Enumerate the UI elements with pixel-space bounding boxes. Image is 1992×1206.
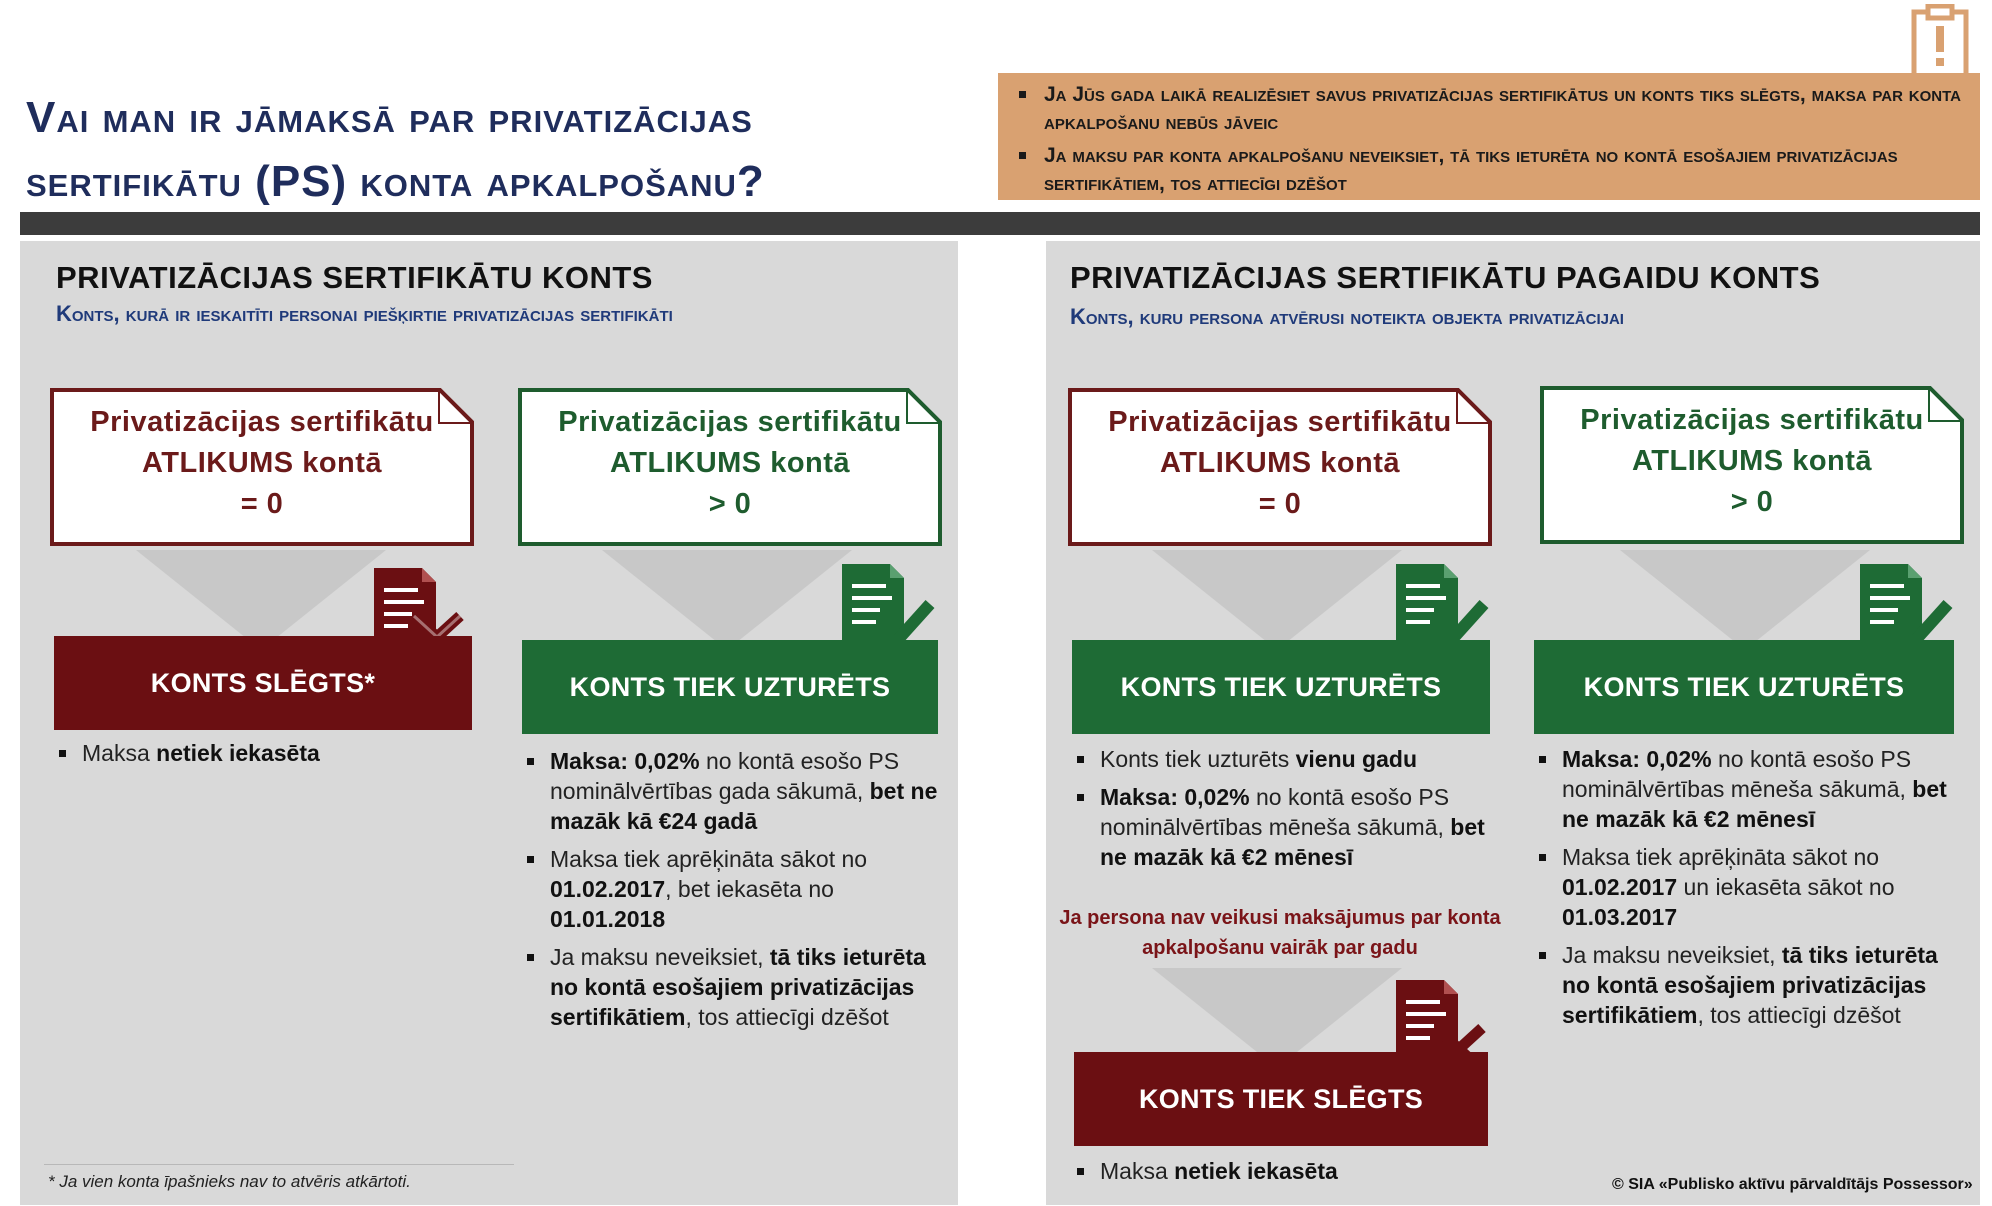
box-label: Privatizācijas sertifikātu xyxy=(558,406,902,438)
box-label: Privatizācijas sertifikātu xyxy=(1108,406,1452,438)
box-label: ATLIKUMS kontā xyxy=(141,447,383,479)
header-divider xyxy=(20,212,1980,235)
bold-text: netiek iekasēta xyxy=(1174,1158,1338,1184)
info-note-box xyxy=(998,73,1980,200)
list-item xyxy=(1072,782,1492,872)
copyright: © SIA «Publisko aktīvu pārvaldītājs Possessor» xyxy=(1612,1176,1973,1193)
panel-subtitle-ps-account: Konts, kurā ir ieskaitīti personai piešķirtie privatizācijas sertifikāti xyxy=(56,301,673,326)
box-value: > 0 xyxy=(1730,486,1774,518)
box-label: ATLIKUMS kontā xyxy=(609,447,851,479)
footnote-rule xyxy=(44,1164,514,1165)
text: un iekasēta sākot no xyxy=(1677,874,1895,900)
bold-text: vienu gadu xyxy=(1295,746,1417,772)
panel-title-ps-temp-account: PRIVATIZĀCIJAS SERTIFIKĀTU PAGAIDU KONTS xyxy=(1070,260,1821,295)
bold-text: bet ne mazāk kā €2 mēnesī xyxy=(1562,776,1947,832)
fee-list-col3 xyxy=(1072,744,1492,880)
text: no kontā esošo PS nominālvērtības gada sākumā, xyxy=(550,748,900,804)
balance-positive-box xyxy=(518,388,942,546)
bold-text: Maksa: 0,02% xyxy=(550,748,700,774)
status-account-maintained xyxy=(1534,640,1954,734)
page-title xyxy=(26,86,1006,214)
box-label: Privatizācijas sertifikātu xyxy=(1580,404,1924,436)
list-item xyxy=(522,844,952,934)
list-item xyxy=(54,738,454,768)
footnote: * Ja vien konta īpašnieks nav to atvēris atkārtoti. xyxy=(48,1172,411,1191)
bold-text: 01.02.2017 xyxy=(550,876,666,902)
status-account-maintained xyxy=(1072,640,1490,734)
fee-list-col2 xyxy=(522,746,952,1040)
folded-corner xyxy=(1456,388,1492,424)
box-value: = 0 xyxy=(240,488,284,520)
list-item xyxy=(1534,744,1954,834)
down-arrow xyxy=(1620,550,1870,650)
page-title-line2: sertifikātu (PS) konta apkalpošanu? xyxy=(26,157,765,206)
info-note-1: Ja Jūs gada laikā realizēsiet savus privatizācijas sertifikātus un konts tiks slēgts, maksa par konta apkalpošanu nebūs jāveic xyxy=(998,81,1980,137)
status-label: KONTS TIEK UZTURĒTS xyxy=(1120,671,1442,702)
status-label: KONTS TIEK UZTURĒTS xyxy=(1583,671,1905,702)
page-title-line1: Vai man ir jāmaksā par privatizācijas xyxy=(26,93,753,142)
folded-corner xyxy=(438,388,474,424)
bold-text: netiek iekasēta xyxy=(156,740,320,766)
down-arrow xyxy=(602,550,852,650)
text: , tos attiecīgi dzēšot xyxy=(685,1004,889,1030)
box-label: ATLIKUMS kontā xyxy=(1159,447,1401,479)
text: no kontā esošo PS nominālvērtības mēneša sākumā, xyxy=(1562,746,1913,802)
bold-text: 01.03.2017 xyxy=(1562,904,1678,930)
warning-note: Ja persona nav veikusi maksājumus par konta apkalpošanu vairāk par gadu xyxy=(1059,907,1501,959)
clipboard-warning-icon xyxy=(1910,4,1970,80)
balance-zero-box xyxy=(1068,388,1492,546)
list-item xyxy=(522,746,952,836)
list-item xyxy=(1534,940,1954,1030)
down-arrow xyxy=(1152,550,1402,650)
text: Maksa tiek aprēķināta sākot no xyxy=(550,846,868,872)
folded-corner xyxy=(906,388,942,424)
box-label: Privatizācijas sertifikātu xyxy=(90,406,434,438)
box-label: ATLIKUMS kontā xyxy=(1631,445,1873,477)
bold-text: bet ne mazāk kā €2 mēnesī xyxy=(1100,814,1485,870)
status-account-closed xyxy=(54,636,472,730)
down-arrow xyxy=(136,550,386,650)
status-label: KONTS SLĒGTS* xyxy=(150,667,376,698)
box-value: = 0 xyxy=(1258,488,1302,520)
list-item xyxy=(522,942,952,1032)
balance-positive-box xyxy=(1540,386,1964,544)
fee-list-col4 xyxy=(1534,744,1954,1038)
text: , bet iekasēta no xyxy=(665,876,834,902)
bold-text: tā tiks ieturēta no kontā esošajiem privatizācijas sertifikātiem xyxy=(1562,942,1938,1028)
text: no kontā esošo PS nominālvērtības mēneša sākumā, xyxy=(1100,784,1451,840)
text: Konts tiek uzturēts xyxy=(1100,746,1296,772)
status-label: KONTS TIEK UZTURĒTS xyxy=(569,671,891,702)
info-note-2: Ja maksu par konta apkalpošanu neveiksiet, tā tiks ieturēta no kontā esošajiem privatizācijas sertifikātiem, tos attiecīgi dzēšot xyxy=(998,142,1980,198)
text: , tos attiecīgi dzēšot xyxy=(1697,1002,1901,1028)
text: Maksa xyxy=(82,740,157,766)
text: Maksa tiek aprēķināta sākot no xyxy=(1562,844,1880,870)
bold-text: 01.01.2018 xyxy=(550,906,666,932)
list-item xyxy=(1072,1156,1492,1186)
bold-text: Maksa: 0,02% xyxy=(1100,784,1250,810)
text: Ja maksu neveiksiet, xyxy=(1562,942,1782,968)
text: Ja maksu neveiksiet, xyxy=(550,944,770,970)
status-account-maintained xyxy=(522,640,938,734)
balance-zero-box xyxy=(50,388,474,546)
bold-text: bet ne mazāk kā €24 gadā xyxy=(550,778,938,834)
text: Maksa xyxy=(1100,1158,1175,1184)
list-item xyxy=(1072,744,1492,774)
box-value: > 0 xyxy=(708,488,752,520)
bold-text: tā tiks ieturēta no kontā esošajiem privatizācijas sertifikātiem xyxy=(550,944,926,1030)
fee-list-col3-closed xyxy=(1072,1156,1492,1194)
fee-list-col1 xyxy=(54,738,454,776)
panel-title-ps-account: PRIVATIZĀCIJAS SERTIFIKĀTU KONTS xyxy=(56,260,653,295)
status-label: KONTS TIEK SLĒGTS xyxy=(1138,1083,1424,1114)
bold-text: Maksa: 0,02% xyxy=(1562,746,1712,772)
panel-subtitle-ps-temp-account: Konts, kuru persona atvērusi noteikta objekta privatizācijai xyxy=(1070,304,1624,329)
list-item xyxy=(1534,842,1954,932)
folded-corner xyxy=(1928,386,1964,422)
status-account-closing xyxy=(1074,1052,1488,1146)
bold-text: 01.02.2017 xyxy=(1562,874,1678,900)
